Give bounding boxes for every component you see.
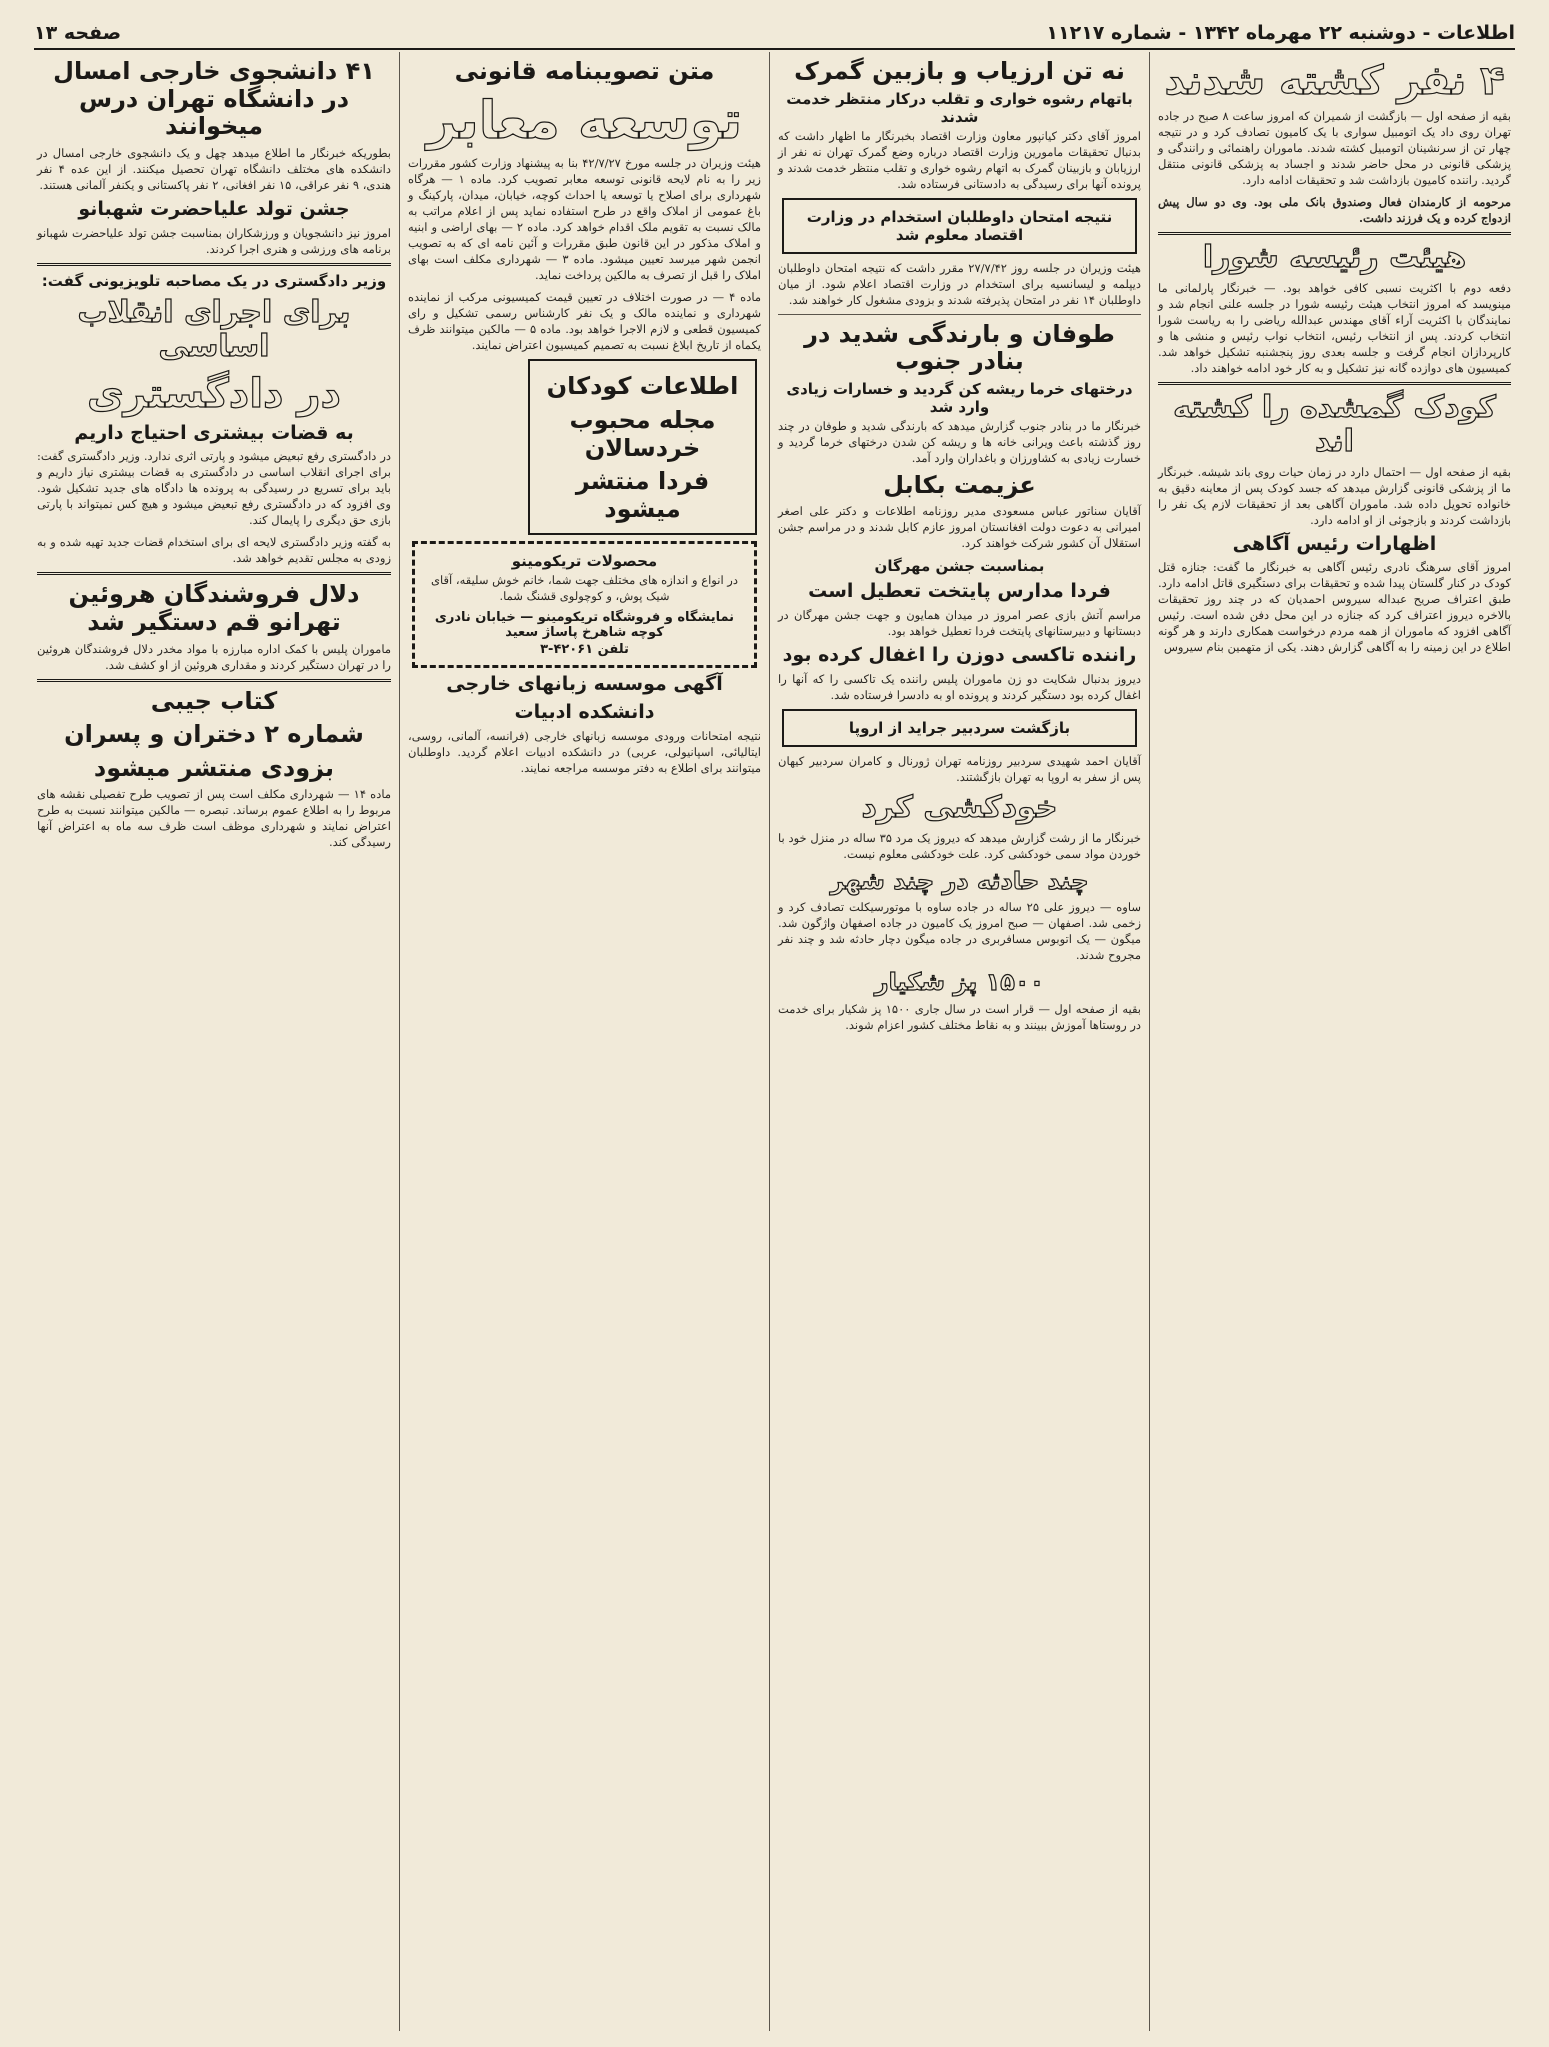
article-customs-body: امروز آقای دکتر کیانپور معاون وزارت اقتصاد بخبرنگار ما اظهار داشت که بدنبال تحقیقات مامورین وزارت اقتصاد درباره وضع گمرک تهران نه نفر از ارزیابان و بازبینان گمرک به اتهام رشوه خواری و تقلب منتظر خدمت شدند و پرونده آنها برای رسیدگی به دادستانی فرستاده شد. — [778, 128, 1141, 191]
headline-customs: نه تن ارزیاب و بازبین گمرک — [794, 57, 1125, 85]
article-justice-body: در دادگستری رفع تبعیض میشود و پارتی اثری ندارد. وزیر دادگستری گفت: برای اجرای انقلاب اساسی در دادگستری به قضات بیشتری نیاز داریم و باید برای تسریع در رسیدگی به پرونده ها دادگاه های جدید تشکیل شود. وی افزود که در دادگستری رفع تبعیض میشود و هیچ کس نمیتواند با پارتی بازی حق دیگری را پایمال کند. — [37, 449, 391, 528]
masthead-date-issue: اطلاعات - دوشنبه ۲۲ مهرماه ۱۳۴۲ - شماره ۱۱۲۱۷ — [1046, 22, 1515, 44]
headline-coming-soon: بزودی منتشر میشود — [93, 753, 335, 782]
kicker-bill-text: متن تصویبنامه قانونی — [454, 57, 715, 85]
ad-tricomino — [412, 541, 757, 668]
headline-medics: ۱۵۰۰ پز شکیار — [874, 968, 1045, 997]
headline-pocket-book: کتاب جیبی — [150, 686, 278, 715]
kids-magazine-sub: مجله محبوب خردسالان — [569, 405, 716, 462]
headline-council-board: هیئت رئیسه شورا — [1202, 240, 1467, 275]
article-birthday-body: امروز نیز دانشجویان و ورزشکاران بمناسبت جشن تولد علیاحضرت شهبانو برنامه های ورزشی و هنری اجرا کردند. — [37, 225, 391, 256]
headline-accidents: چند حادثه در چند شهر — [830, 866, 1089, 895]
box-economy-exam — [782, 198, 1137, 254]
headline-schools-closed: فردا مدارس پایتخت تعطیل است — [808, 580, 1111, 603]
headline-more-judges: به قضات بیشتری احتیاج داریم — [74, 421, 354, 444]
ad-tricomino-phone: تلفن ۴۲۰۶۱-۳ — [540, 642, 629, 658]
headline-four-killed: ۴ نفر کشته شدند — [1164, 58, 1505, 104]
article-editors-return-body: آقایان احمد شهیدی سردبیر روزنامه تهران ژورنال و کامران سردبیر کیهان پس از سفر به اروپا به تهران بازگشتند. — [778, 754, 1141, 785]
headline-foreign-students: ۴۱ دانشجوی خارجی امسال در دانشگاه تهران درس میخوانند — [53, 57, 375, 141]
article-street-expansion-body-2: ماده ۴ — در صورت اختلاف در تعیین قیمت کمیسیونی مرکب از نماینده شهرداری و نماینده مالک و یک نفر کارشناس رسمی تشکیل و رای کمیسیون قطعی و لازم الاجرا خواهد بود. ماده ۵ — مالکین میتوانند ظرف یکماه از تاریخ ابلاغ نسبت به تصمیم کمیسیون اعتراض نمایند. — [408, 290, 761, 353]
headline-justice: در دادگستری — [86, 370, 342, 417]
headline-street-expansion: توسعه معابر — [426, 90, 743, 151]
headline-birthday: جشن تولد علیاحضرت شهبانو — [78, 197, 350, 220]
article-suicide-body: خبرنگار ما از رشت گزارش میدهد که دیروز یک مرد ۳۵ ساله در منزل خود با خوردن مواد سمی خودکشی کرد. علت خودکشی معلوم نیست. — [778, 830, 1141, 861]
article-victim-note: مرحومه از کارمندان فعال وصندوق بانک ملی بود. وی دو سال پیش ازدواج کرده و یک فرزند داشت. — [1158, 195, 1511, 225]
ad-tricomino-text: در انواع و اندازه های مختلف جهت شما، خانم خوش سلیقه، آقای شیک پوش، و کوچولوی قشنگ شما. — [431, 573, 738, 604]
headline-kabul-trip: عزیمت بکابل — [883, 470, 1036, 499]
ad-tricomino-address: نمایشگاه و فروشگاه تریکومینو — خیابان نادری کوچه شاهرخ پاساژ سعید — [434, 610, 735, 641]
headline-faculty-letters: دانشکده ادبیات — [514, 701, 655, 724]
box-kids-magazine — [528, 359, 757, 535]
article-economy-exam-body: هیئت وزیران در جلسه روز ۲۷/۷/۴۲ مقرر داشت که نتیجه امتحان داوطلبان دیپلمه و لیسانسیه برای استخدام در وزارت اقتصاد اعلام شود. از میان داوطلبان ۱۴ نفر در امتحان پذیرفته شدند و بزودی مشغول کار خواهند شد. — [778, 260, 1141, 307]
ad-tricomino-title: محصولات تریکومینو — [511, 552, 658, 571]
headline-girls-boys: شماره ۲ دختران و پسران — [64, 720, 364, 749]
headline-heroin-dealer: دلال فروشندگان هروئین تهرانو قم دستگیر شد — [68, 580, 360, 637]
headline-suicide: خودکشی کرد — [861, 790, 1058, 826]
headline-economy-exam: نتیجه امتحان داوطلبان استخدام در وزارت اقتصاد معلوم شد — [806, 207, 1113, 244]
kids-magazine-date: فردا منتشر میشود — [575, 467, 710, 523]
article-foreign-students-body: بطوریکه خبرنگار ما اطلاع میدهد چهل و یک دانشجوی خارجی امسال در دانشکده های مختلف دانشگاه تهران تحصیل میکنند. از این عده ۴ نفر هندی، ۹ نفر عراقی، ۱۵ نفر افغانی، ۲ نفر پاکستانی و یکنفر آلمانی هستند. — [37, 145, 391, 192]
article-medics-body: بقیه از صفحه اول — قرار است در سال جاری ۱۵۰۰ پز شکیار برای خدمت در روستاها آموزش ببینند و به نقاط مختلف کشور اعزام شوند. — [778, 1001, 1141, 1032]
article-police-chief-body: امروز آقای سرهنگ نادری رئیس آگاهی به خبرنگار ما گفت: جنازه قتل کودک در کنار گلستان پیدا شده و تحقیقات برای دستگیری قاتل ادامه دارد. طبق اعتراف صریح عبداله سیروس احمدیان که در چند روز تحقیقات بالاخره دیروز اعتراف کرد که جنازه در این محل دفن شده است. رئیس آگاهی افزود که ماموران از همه مردم درخواست همکاری دارند و هر گونه اطلاع در این زمینه را به آگاهی گزارش دهند. یکی از متهمین بنام سیروس — [1158, 560, 1511, 655]
headline-language-institute: آگهی موسسه زبانهای خارجی — [446, 673, 723, 696]
headline-editors-return: بازگشت سردبیر جراید از اروپا — [848, 719, 1071, 738]
article-four-killed-body: بقیه از صفحه اول — بازگشت از شمیران که امروز ساعت ۸ صبح در جاده تهران روی داد یک اتومبیل سواری با یک کامیون تصادف کرد و در نتیجه چهار تن از سرنشینان اتومبیل کشته شدند. ماموران راهنمائی و رانندگی و پزشکی قانونی در محل حاضر شدند و اجساد به پزشکی قانونی منتقل گردید. راننده کامیون بازداشت شد و تحقیقات ادامه دارد. — [1158, 109, 1512, 187]
column-2 — [769, 52, 1149, 2031]
headline-police-chief: اظهارات رئیس آگاهی — [1232, 532, 1437, 555]
article-bottom-left-body: ماده ۱۴ — شهرداری مکلف است پس از تصویب طرح تفصیلی نقشه های مربوط را به اطلاع عموم برساند. تبصره — مالکین میتوانند نسبت به طرح اعتراض نمایند و شهرداری موظف است ظرف سه ماه به اعتراض آنها رسیدگی کند. — [37, 787, 391, 850]
headline-revolution: برای اجرای انقلاب اساسی — [77, 294, 351, 365]
article-taxi-driver-body: دیروز بدنبال شکایت دو زن ماموران پلیس راننده یک تاکسی را که آنها را اغفال کرده بود دستگیر کردند و پرونده او به دادسرا فرستاده شد. — [778, 672, 1141, 703]
headline-storm: طوفان و بارندگی شدید در بنادر جنوب — [804, 319, 1115, 376]
column-4 — [29, 52, 399, 2031]
kicker-mehregan: بمناسبت جشن مهرگان — [874, 557, 1045, 576]
headline-lost-child: کودک گمشده را کشته اند — [1173, 389, 1496, 459]
article-lost-child-body: بقیه از صفحه اول — احتمال دارد در زمان حیات روی باند شیشه. خبرنگار ما از پزشکی قانونی گزارش میدهد که جسد کودک پس از معاینه دقیق به خانواده تحویل داده شد. ماموران آگاهی بعد از تحقیقات لازم یک نفر را بازداشت کردند و بازجوئی از او ادامه دارد. — [1158, 464, 1511, 527]
article-council-board-body: دفعه دوم با اکثریت نسبی کافی خواهد بود. — خبرنگار پارلمانی ما مینویسد که امروز انتخاب هیئت رئیسه شورا در جلسه علنی انجام شد و نمایندگان با اکثریت آراء آقای مهندس عبدالله ریاضی را به ریاست شورا انتخاب کردند. پس از انتخاب رئیس، انتخاب نواب رئیس و منشی ها و کارپردازان انجام گرفت و جلسه بعدی روز پنجشنبه تشکیل خواهد شد. کمیسیون های دوازده گانه نیز تشکیل و به کار خود ادامه خواهند داد. — [1158, 280, 1511, 375]
headline-taxi-driver: راننده تاکسی دوزن را اغفال کرده بود — [782, 644, 1137, 667]
subheadline-storm: درختهای خرما ریشه کن گردید و خسارات زیادی وارد شد — [786, 379, 1133, 416]
article-storm-body: خبرنگار ما در بنادر جنوب گزارش میدهد که بارندگی شدید و طوفان در چند روز گذشته باعث ویرانی خانه ها و ریشه کن شدن درختهای خرما گردید و خسارت زیادی به کشاورزان و باغداران وارد آمد. — [778, 418, 1141, 465]
article-justice-body-2: به گفته وزیر دادگستری لایحه ای برای استخدام قضات جدید تهیه شده و به زودی به مجلس تقدیم خواهد شد. — [37, 535, 391, 566]
article-schools-closed-body: مراسم آتش بازی عصر امروز در میدان همایون و جهت جشن مهرگان در دبستانها و دبیرستانهای پایتخت فردا تعطیل خواهد بود. — [778, 608, 1141, 639]
article-heroin-dealer-body: ماموران پلیس با کمک اداره مبارزه با مواد مخدر دلال فروشندگان هروئین را در تهران دستگیر کردند و مقداری هروئین از او کشف شد. — [37, 641, 391, 672]
article-kabul-trip-body: آقایان سناتور عباس مسعودی مدیر روزنامه اطلاعات و دکتر علی اصغر امیرانی به دعوت دولت افغانستان امروز عازم کابل شدند و در مراسم جشن استقلال آن کشور شرکت خواهند کرد. — [778, 504, 1141, 551]
article-language-institute-body: نتیجه امتحانات ورودی موسسه زبانهای خارجی (فرانسه، آلمانی، روسی، ایتالیائی، اسپانیولی، عربی) در دانشکده ادبیات اعلام گردید. داوطلبان میتوانند برای اطلاع به دفتر موسسه مراجعه نمایند. — [408, 729, 761, 776]
kicker-justice-interview: وزیر دادگستری در یک مصاحبه تلویزیونی گفت: — [41, 271, 387, 290]
article-accidents-body: ساوه — دیروز علی ۲۵ ساله در جاده ساوه با موتورسیکلت تصادف کرد و زخمی شد. اصفهان — صبح امروز یک کامیون در جاده اصفهان واژگون شد. میگون — یک اتوبوس مسافربری در جاده میگون دچار حادثه شد و چند نفر مجروح شدند. — [778, 900, 1141, 963]
article-street-expansion-body: هیئت وزیران در جلسه مورخ ۴۲/۷/۲۷ بنا به پیشنهاد وزارت کشور مقررات زیر را به نام لایحه قانونی توسعه معابر تصویب کرد. ماده ۱ — هرگاه شهرداری برای اصلاح یا توسعه یا احداث کوچه، خیابان، میدان، پارکینگ و باغ عمومی از املاک واقع در طرح استفاده نماید پس از اعلام مراتب به مالک نسبت به تقویم ملک اقدام خواهد کرد. ماده ۲ — بهای اراضی و ابنیه و املاک مذکور در این قانون طبق مقررات و آئین نامه ای که به تصویب انجمن شهر میرسد تعیین میشود. ماده ۳ — شهرداری مکلف است بهای املاک را قبل از تصرف به مالکین پرداخت نماید. — [408, 156, 761, 283]
column-1 — [1149, 52, 1519, 2031]
column-3 — [399, 52, 769, 2031]
subheadline-customs: باتهام رشوه خواری و تقلب درکار منتظر خدمت شدند — [786, 89, 1133, 126]
page-number: صفحه ۱۳ — [34, 22, 122, 44]
box-editors-return — [782, 709, 1137, 747]
masthead — [34, 18, 1515, 50]
kids-magazine-title: اطلاعات کودکان — [546, 372, 739, 401]
